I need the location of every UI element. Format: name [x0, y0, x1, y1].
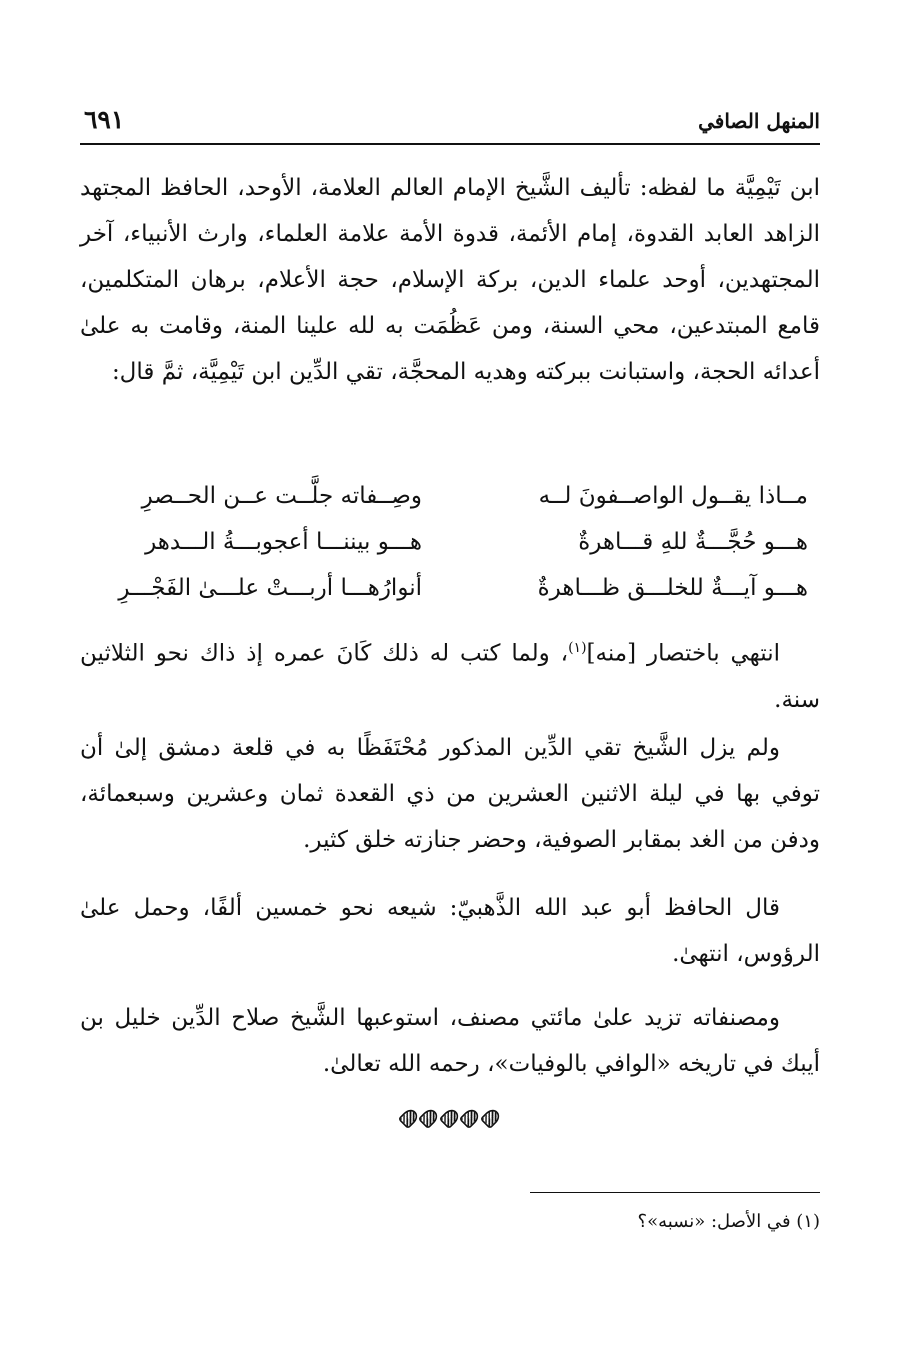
footnote: (١) في الأصل: «نسبه»؟ — [637, 1211, 820, 1232]
poem — [80, 473, 820, 611]
running-header — [80, 95, 820, 145]
ornament-leaf-icon — [439, 1107, 462, 1130]
poem-verse — [80, 565, 820, 611]
poem-first-hemistich: هـــو آيـــةٌ للخلـــق ظـــاهرةٌ — [537, 575, 808, 601]
ornament-leaf-icon — [418, 1107, 441, 1130]
poem-second-hemistich: أنوارُهـــا أربـــتْ علـــىٰ الفَجْـــرِ — [118, 575, 422, 601]
poem-second-hemistich: وصِــفاته جلَّــت عــن الحــصرِ — [141, 483, 422, 509]
page-number: ٦٩١ — [84, 105, 125, 134]
footnote-reference: (١) — [568, 640, 587, 656]
book-page — [80, 95, 820, 1285]
book-title: المنهل الصافي — [698, 109, 820, 133]
ornament-leaf-icon — [479, 1107, 502, 1130]
footnote-divider — [530, 1192, 820, 1193]
poem-second-hemistich: هـــو بيننـــا أعجوبـــةُ الـــدهر — [145, 529, 422, 555]
poem-verse — [80, 519, 820, 565]
poem-verse — [80, 473, 820, 519]
poem-first-hemistich: مــاذا يقــول الواصــفونَ لــه — [538, 483, 808, 509]
paragraph-text: ، ولما كتب له ذلك كَانَ عمره إذ ذاك نحو الثلاثين سنة. — [80, 640, 820, 713]
ornament-leaf-icon — [459, 1107, 482, 1130]
poem-first-hemistich: هـــو حُجَّـــةٌ للهِ قـــاهرةٌ — [578, 529, 808, 555]
paragraph-abridgement-note — [80, 625, 820, 723]
ornament-leaf-icon — [398, 1107, 421, 1130]
paragraph-works-count: ومصنفاته تزيد علىٰ مائتي مصنف، استوعبها الشَّيخ صلاح الدِّين خليل بن أيبك في تاريخه «الوافي بالوفيات»، رحمه الله تعالىٰ. — [80, 1005, 820, 1077]
section-end-ornament — [400, 1107, 500, 1133]
paragraph-dhahabi-quote: قال الحافظ أبو عبد الله الذَّهبيّ: شيعه نحو خمسين ألفًا، وحمل علىٰ الرؤوس، انتهىٰ. — [80, 895, 820, 967]
paragraph-death-in-citadel: ولم يزل الشَّيخ تقي الدِّين المذكور مُحْتَفَظًا به في قلعة دمشق إلىٰ أن توفي بها في ليلة الاثنين العشرين من ذي القعدة ثمان وعشرين وسبعمائة، ودفن من الغد بمقابر الصوفية، وحضر جنازته خلق كثير. — [80, 735, 820, 853]
paragraph-ibn-taymiyyah-titles: ابن تَيْمِيَّة ما لفظه: تأليف الشَّيخ الإمام العالم العلامة، الأوحد، الحافظ المجتهد الزاهد العابد القدوة، إمام الأئمة، قدوة الأمة علامة العلماء، وارث الأنبياء، آخر المجتهدين، أوحد علماء الدين، بركة الإسلام، حجة الأعلام، برهان المتكلمين، قامع المبتدعين، محي السنة، ومن عَظُمَت به لله علينا المنة، وقامت به علىٰ أعدائه الحجة، واستبانت ببركته وهديه المحجَّة، تقي الدِّين ابن تَيْمِيَّة، ثمَّ قال: — [80, 175, 820, 385]
paragraph-text: انتهي باختصار [منه] — [586, 640, 780, 667]
